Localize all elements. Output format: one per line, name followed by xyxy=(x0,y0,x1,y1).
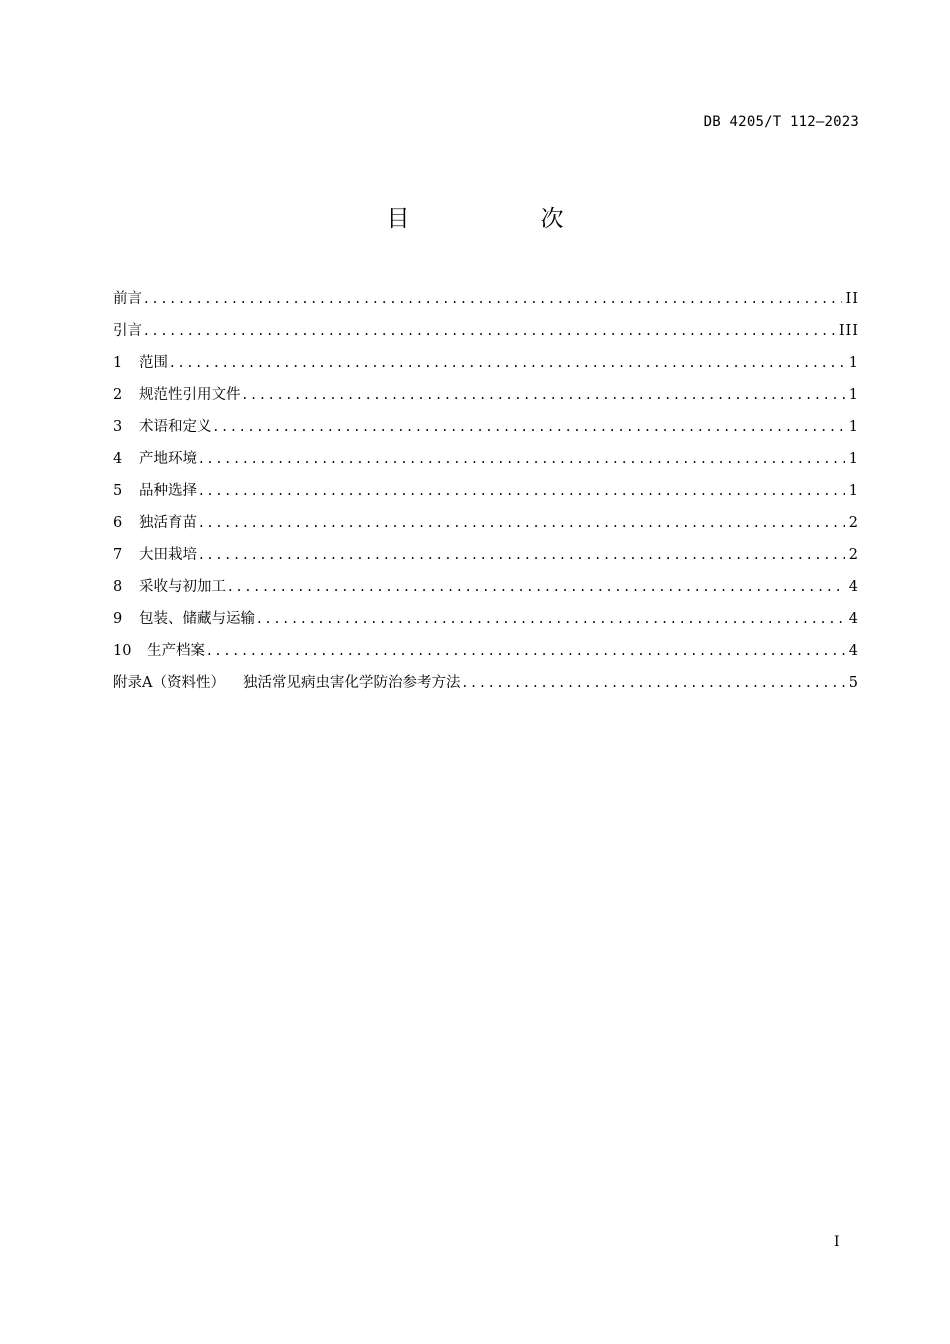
toc-entry-page: 4 xyxy=(848,579,859,595)
toc-entry-page: 2 xyxy=(848,515,859,531)
toc-entry-annex-a[interactable] xyxy=(113,667,859,699)
toc-entry-label: 规范性引用文件 xyxy=(139,387,241,403)
toc-entry-number: 10 xyxy=(113,643,132,659)
toc-entry-page: 5 xyxy=(848,675,859,691)
toc-entry-number: 1 xyxy=(113,355,123,371)
toc-entry-label: 采收与初加工 xyxy=(139,579,226,595)
toc-dot-leader xyxy=(199,443,845,475)
toc-entry-number: 3 xyxy=(113,419,123,435)
toc-entry-label: 大田栽培 xyxy=(139,547,197,563)
toc-entry-production-environment[interactable] xyxy=(113,443,859,475)
toc-entry-number: 4 xyxy=(113,451,123,467)
toc-entry-number: 9 xyxy=(113,611,123,627)
toc-entry-page: 1 xyxy=(848,355,859,371)
toc-entry-normative-references[interactable] xyxy=(113,379,859,411)
toc-dot-leader xyxy=(199,507,845,539)
toc-entry-number: 5 xyxy=(113,483,123,499)
toc-entry-introduction[interactable] xyxy=(113,315,859,347)
toc-entry-page: 2 xyxy=(848,547,859,563)
toc-entry-seedling-raising[interactable] xyxy=(113,507,859,539)
toc-entry-number: 6 xyxy=(113,515,123,531)
toc-entry-page: 4 xyxy=(848,643,859,659)
toc-entry-label: 术语和定义 xyxy=(139,419,212,435)
toc-entry-production-records[interactable] xyxy=(113,635,859,667)
table-of-contents xyxy=(113,283,859,699)
toc-entry-harvest-processing[interactable] xyxy=(113,571,859,603)
toc-dot-leader xyxy=(243,379,845,411)
toc-entry-page: 1 xyxy=(848,387,859,403)
toc-entry-terms-definitions[interactable] xyxy=(113,411,859,443)
page-title: 目 次 xyxy=(386,206,618,232)
page-number: I xyxy=(834,1234,840,1250)
toc-entry-number: 8 xyxy=(113,579,123,595)
toc-entry-label: 范围 xyxy=(139,355,168,371)
toc-entry-label: 独活育苗 xyxy=(139,515,197,531)
toc-dot-leader xyxy=(207,635,845,667)
toc-entry-label: 产地环境 xyxy=(139,451,197,467)
toc-dot-leader xyxy=(214,411,845,443)
toc-entry-variety-selection[interactable] xyxy=(113,475,859,507)
toc-dot-leader xyxy=(199,475,845,507)
toc-dot-leader xyxy=(199,539,845,571)
toc-entry-label: 包装、储藏与运输 xyxy=(139,611,255,627)
toc-entry-page: 1 xyxy=(848,419,859,435)
toc-dot-leader xyxy=(170,347,845,379)
toc-dot-leader xyxy=(257,603,845,635)
toc-entry-number: 7 xyxy=(113,547,123,563)
toc-entry-label: 前言 xyxy=(113,291,142,307)
toc-annex-designation: 附录A（资料性） xyxy=(113,675,225,691)
toc-entry-page: 1 xyxy=(848,483,859,499)
toc-entry-field-cultivation[interactable] xyxy=(113,539,859,571)
toc-entry-packaging-storage-transport[interactable] xyxy=(113,603,859,635)
toc-entry-page: 1 xyxy=(848,451,859,467)
toc-dot-leader xyxy=(462,667,844,699)
toc-entry-foreword[interactable] xyxy=(113,283,859,315)
toc-entry-page: 4 xyxy=(848,611,859,627)
toc-dot-leader xyxy=(144,315,835,347)
document-code: DB 4205/T 112—2023 xyxy=(703,114,859,130)
toc-entry-number: 2 xyxy=(113,387,123,403)
toc-entry-label: 生产档案 xyxy=(147,643,205,659)
toc-entry-page: II xyxy=(845,291,859,307)
toc-dot-leader xyxy=(144,283,842,315)
toc-entry-page: III xyxy=(838,323,859,339)
toc-dot-leader xyxy=(228,571,845,603)
toc-entry-label: 独活常见病虫害化学防治参考方法 xyxy=(242,675,461,691)
toc-entry-label: 品种选择 xyxy=(139,483,197,499)
toc-entry-label: 引言 xyxy=(113,323,142,339)
toc-entry-scope[interactable] xyxy=(113,347,859,379)
